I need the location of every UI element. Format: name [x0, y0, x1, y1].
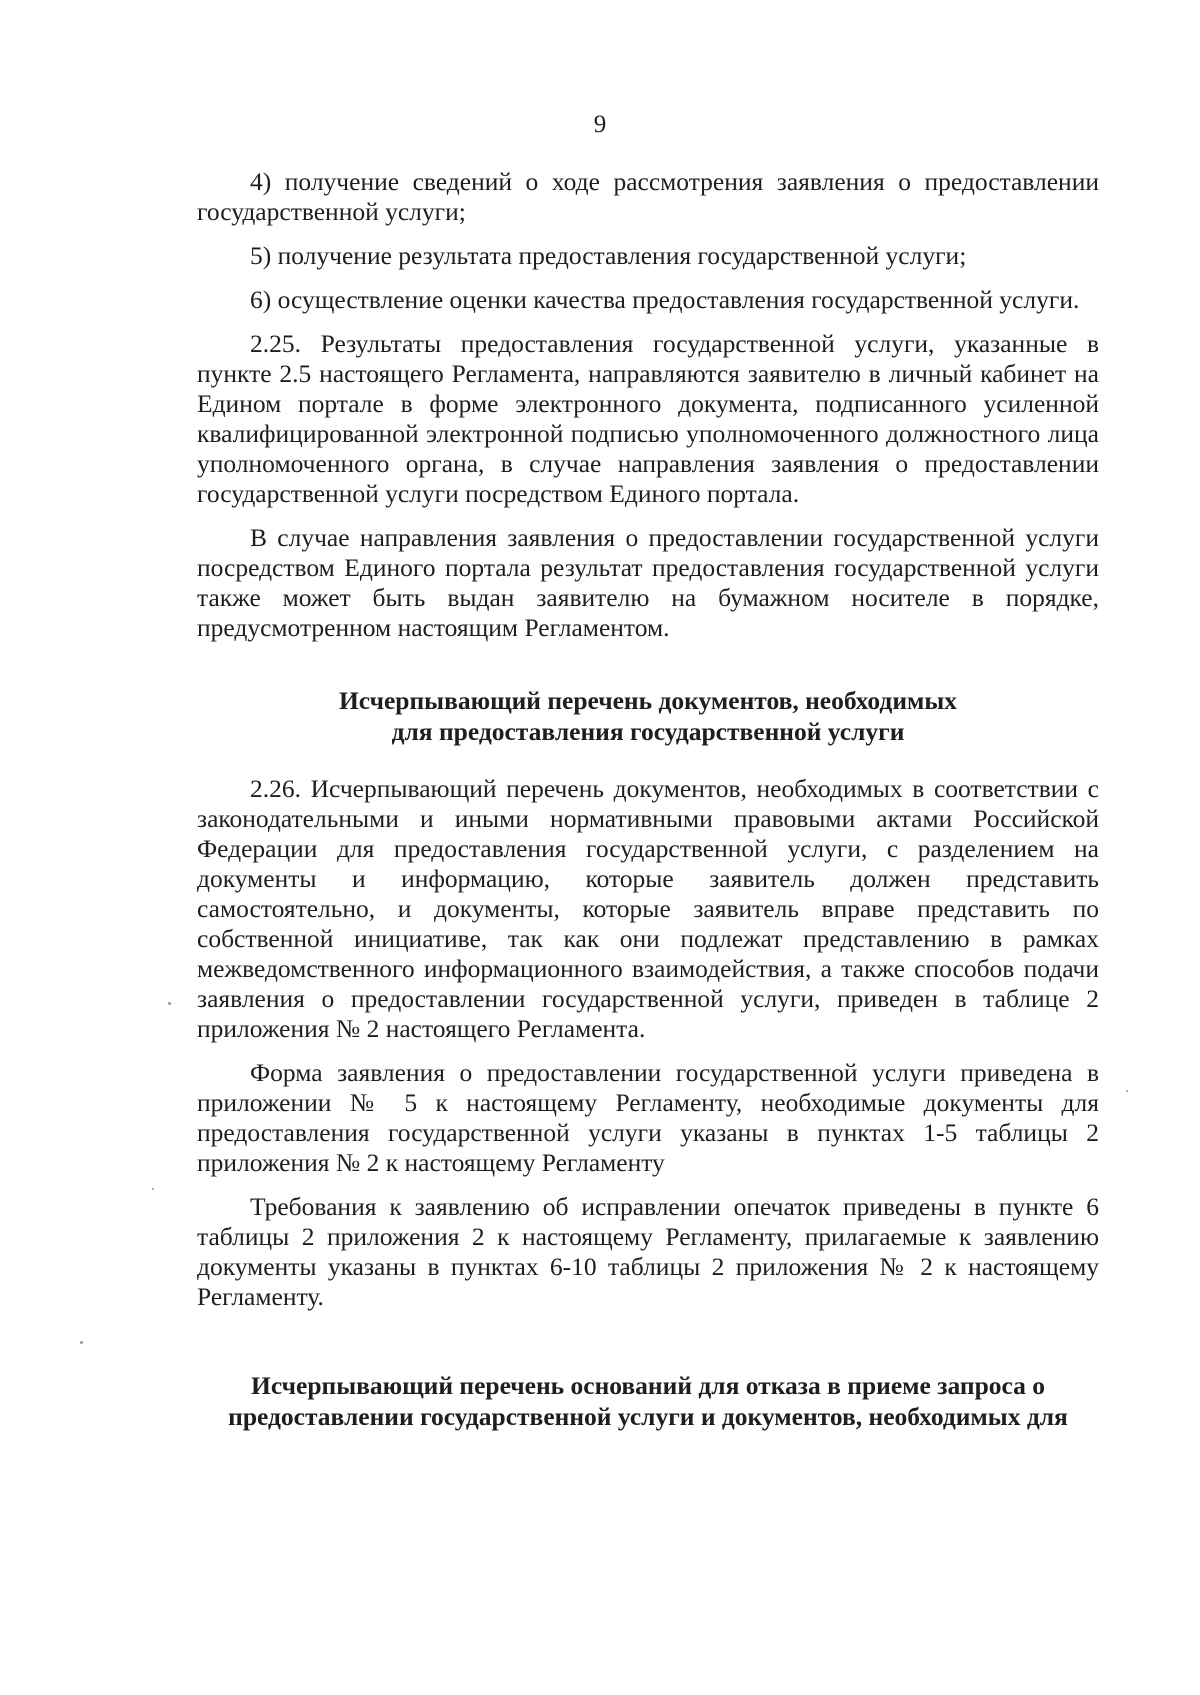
paragraph-2-25: 2.25. Результаты предоставления государственной услуги, указанные в пункте 2.5 настоящего Регламента, направляются заявителю в личный кабинет на Едином портале в форме электронного документа, подписанного усиленной квалифицированной электронной подписью уполномоченного должностного лица уполномоченного органа, в случае направления заявления о предоставлении государственной услуги посредством Единого портала.	[197, 329, 1099, 508]
scan-speck	[168, 1002, 171, 1005]
paragraph-2-26: 2.26. Исчерпывающий перечень документов, необходимых в соответствии с законодательными и иными нормативными правовыми актами Российской Федерации для предоставления государственной услуги, с разделением на документы и информацию, которые заявитель должен представить самостоятельно, и документы, которые заявитель вправе представить по собственной инициативе, так как они подлежат представлению в рамках межведомственного информационного взаимодействия, а также способов подачи заявления о предоставлении государственной услуги, приведен в таблице 2 приложения № 2 настоящего Регламента.	[197, 774, 1099, 1043]
section-heading-documents-line-1: Исчерпывающий перечень документов, необходимых	[338, 686, 958, 715]
document-body	[197, 167, 1099, 1459]
scan-speck	[1126, 1090, 1128, 1092]
section-heading-refusal-grounds-line-1: Исчерпывающий перечень оснований для отказа в приеме запроса о	[250, 1371, 1046, 1400]
list-item-6: 6) осуществление оценки качества предоставления государственной услуги.	[250, 285, 1080, 314]
page-number: 9	[593, 111, 607, 138]
scan-speck	[80, 1341, 83, 1344]
section-heading-documents-line-2: для предоставления государственной услуги	[391, 717, 905, 746]
scan-speck	[152, 1188, 154, 1190]
section-heading-documents	[197, 685, 1099, 747]
paragraph-paper-result: В случае направления заявления о предоставлении государственной услуги посредством Единого портала результат предоставления государственной услуги также может быть выдан заявителю на бумажном носителе в порядке, предусмотренном настоящим Регламентом.	[197, 523, 1099, 642]
paragraph-typo-correction: Требования к заявлению об исправлении опечаток приведены в пункте 6 таблицы 2 приложения 2 к настоящему Регламенту, прилагаемые к заявлению документы указаны в пунктах 6-10 таблицы 2 приложения № 2 к настоящему Регламенту.	[197, 1192, 1099, 1311]
list-item-4: 4) получение сведений о ходе рассмотрения заявления о предоставлении государственной услуги;	[197, 167, 1099, 226]
section-heading-refusal-grounds	[185, 1370, 1111, 1432]
list-item-5: 5) получение результата предоставления государственной услуги;	[250, 241, 967, 270]
section-heading-refusal-grounds-line-2: предоставлении государственной услуги и документов, необходимых для	[228, 1402, 1068, 1431]
paragraph-application-form: Форма заявления о предоставлении государственной услуги приведена в приложении № 5 к настоящему Регламенту, необходимые документы для предоставления государственной услуги указаны в пунктах 1-5 таблицы 2 приложения № 2 к настоящему Регламенту	[197, 1058, 1099, 1177]
